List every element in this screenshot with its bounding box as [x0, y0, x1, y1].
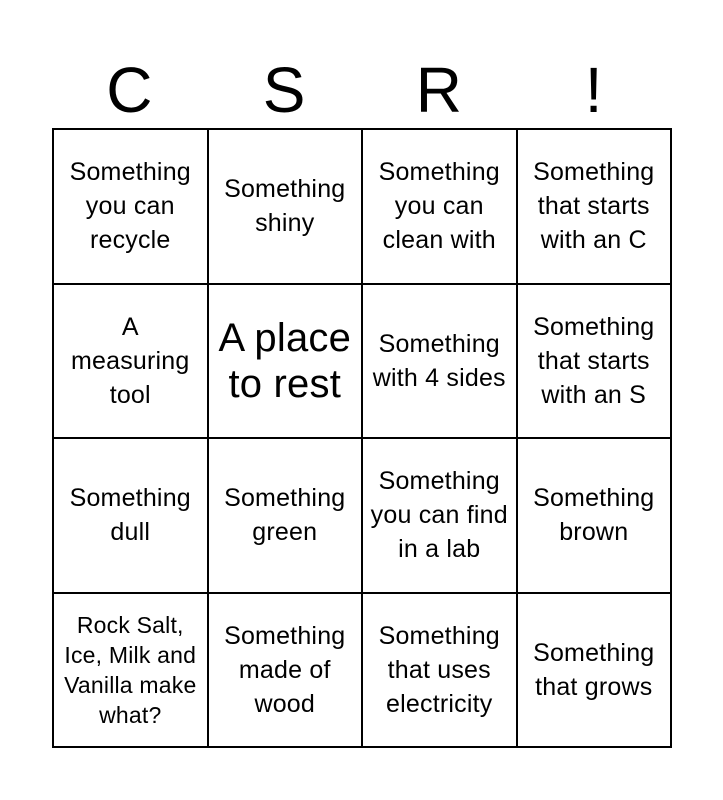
- bingo-cell-text: Something that uses electricity: [378, 621, 500, 718]
- bingo-cell-text: Something that starts with an S: [533, 312, 655, 409]
- bingo-board: [52, 128, 672, 748]
- header-letter-3: R: [415, 54, 462, 126]
- bingo-cell-r2c1[interactable]: [54, 285, 209, 440]
- header-letter-1: C: [106, 54, 153, 126]
- header-letter-4: !: [584, 54, 603, 126]
- bingo-cell-text: A place to rest: [218, 315, 352, 406]
- bingo-cell-r2c3[interactable]: [363, 285, 518, 440]
- bingo-cell-text: A measuring tool: [70, 312, 190, 409]
- header-letter-2: S: [262, 54, 306, 126]
- bingo-cell-text: Something you can clean with: [378, 158, 500, 255]
- bingo-cell-text: Something made of wood: [224, 621, 346, 718]
- bingo-cell-text: Something green: [224, 484, 346, 547]
- bingo-cell-r4c4[interactable]: [518, 594, 673, 749]
- bingo-cell-text: Something you can find in a lab: [370, 467, 508, 564]
- bingo-cell-r4c1[interactable]: [54, 594, 209, 749]
- bingo-cell-text: Something dull: [69, 484, 191, 547]
- bingo-cell-r2c2[interactable]: [209, 285, 364, 440]
- bingo-cell-r3c1[interactable]: [54, 439, 209, 594]
- bingo-cell-text: Something brown: [533, 484, 655, 547]
- bingo-cell-r4c2[interactable]: [209, 594, 364, 749]
- bingo-cell-r2c4[interactable]: [518, 285, 673, 440]
- bingo-cell-text: Rock Salt, Ice, Milk and Vanilla make what?: [64, 611, 197, 728]
- bingo-cell-r1c3[interactable]: [363, 130, 518, 285]
- bingo-cell-r3c4[interactable]: [518, 439, 673, 594]
- bingo-cell-r1c4[interactable]: [518, 130, 673, 285]
- bingo-cell-text: Something that starts with an C: [533, 158, 655, 255]
- bingo-header: [52, 52, 671, 128]
- bingo-cell-r3c3[interactable]: [363, 439, 518, 594]
- bingo-cell-r1c2[interactable]: [209, 130, 364, 285]
- bingo-cell-r4c3[interactable]: [363, 594, 518, 749]
- bingo-cell-text: Something you can recycle: [69, 158, 191, 255]
- bingo-cell-text: Something with 4 sides: [372, 329, 506, 392]
- bingo-cell-text: Something that grows: [533, 638, 655, 701]
- bingo-cell-r3c2[interactable]: [209, 439, 364, 594]
- bingo-cell-r1c1[interactable]: [54, 130, 209, 285]
- bingo-cell-text: Something shiny: [224, 175, 346, 238]
